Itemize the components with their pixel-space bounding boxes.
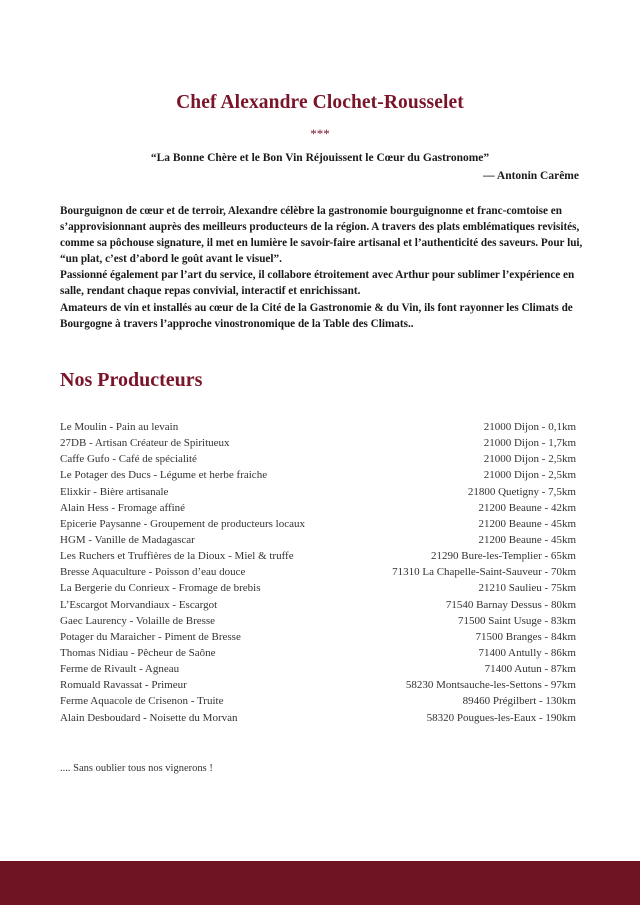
- footer-band: [0, 861, 640, 905]
- producer-name: Ferme de Rivault - Agneau: [60, 663, 180, 676]
- producer-name: Caffe Gufo - Café de spécialité: [60, 453, 197, 466]
- vignerons-footnote: .... Sans oublier tous nos vignerons !: [60, 763, 213, 774]
- producer-row: [60, 502, 576, 518]
- producer-location: 71400 Autun - 87km: [484, 663, 576, 676]
- title-separator: ***: [310, 126, 330, 141]
- producer-name: Epicerie Paysanne - Groupement de producteurs locaux: [60, 517, 305, 530]
- producer-row: [60, 453, 576, 469]
- producer-name: Le Potager des Ducs - Légume et herbe fraiche: [60, 469, 268, 482]
- producer-location: 58230 Montsauche-les-Settons - 97km: [405, 679, 576, 692]
- producer-row: [60, 421, 576, 437]
- producer-row: [60, 712, 576, 728]
- producer-location: 21290 Bure-les-Templier - 65km: [431, 550, 576, 563]
- producer-location: 71540 Barnay Dessus - 80km: [445, 598, 576, 611]
- bio-paragraph: Bourguignon de cœur et de terroir, Alexandre célèbre la gastronomie bourguignonne et franc-comtoise en s’approvisionnant auprès des meilleurs producteurs de la région. A travers des plats emblématiques revisités, comme sa pôchouse signature, il met en lumière le savoir-faire artisanal et l’authenticité des saveurs. Pour lui, “un plat, c’est d’abord le goût avant le visuel”.: [60, 205, 583, 266]
- producer-name: Romuald Ravassat - Primeur: [60, 679, 187, 692]
- producer-location: 21200 Beaune - 42km: [478, 501, 576, 514]
- chef-biography: [60, 203, 590, 332]
- producer-name: Alain Desboudard - Noisette du Morvan: [60, 711, 238, 724]
- producer-location: 58320 Pougues-les-Eaux - 190km: [426, 711, 576, 724]
- producer-location: 21210 Saulieu - 75km: [478, 582, 576, 595]
- producer-name: Gaec Laurency - Volaille de Bresse: [60, 614, 216, 627]
- producer-row: [60, 566, 576, 582]
- producer-row: [60, 599, 576, 615]
- quote-author: — Antonin Carême: [483, 170, 579, 182]
- producer-name: Alain Hess - Fromage affiné: [60, 501, 186, 514]
- producer-location: 21000 Dijon - 0,1km: [483, 421, 576, 433]
- producer-name: Le Moulin - Pain au levain: [60, 421, 179, 433]
- producer-location: 71500 Branges - 84km: [475, 630, 576, 643]
- producer-location: 71310 La Chapelle-Saint-Sauveur - 70km: [392, 566, 576, 579]
- producer-location: 71400 Antully - 86km: [478, 646, 576, 659]
- producer-name: HGM - Vanille de Madagascar: [60, 533, 195, 546]
- producer-row: [60, 486, 576, 502]
- quote-text: “La Bonne Chère et le Bon Vin Réjouissent le Cœur du Gastronome”: [150, 152, 490, 164]
- producer-name: Ferme Aquacole de Crisenon - Truite: [60, 695, 224, 708]
- producer-name: Potager du Maraicher - Piment de Bresse: [60, 630, 241, 643]
- producer-location: 21000 Dijon - 2,5km: [483, 469, 576, 482]
- producer-row: [60, 663, 576, 679]
- chef-title: Chef Alexandre Clochet-Rousselet: [176, 92, 464, 113]
- producer-location: 71500 Saint Usuge - 83km: [458, 614, 576, 627]
- producer-name: L’Escargot Morvandiaux - Escargot: [60, 598, 218, 611]
- producer-location: 21200 Beaune - 45km: [478, 517, 576, 530]
- producer-row: [60, 695, 576, 711]
- producers-list: [60, 421, 576, 728]
- producer-name: Elixkir - Bière artisanale: [60, 485, 169, 498]
- producer-name: Bresse Aquaculture - Poisson d’eau douce: [60, 566, 246, 579]
- bio-paragraph: Passionné également par l’art du service, il collabore étroitement avec Arthur pour sublimer l’expérience en salle, rendant chaque repas convivial, interactif et enrichissant.: [60, 269, 575, 298]
- producer-location: 21200 Beaune - 45km: [478, 533, 576, 546]
- producer-name: Les Ruchers et Truffières de la Dioux - Miel & truffe: [60, 550, 294, 563]
- producer-name: 27DB - Artisan Créateur de Spiritueux: [60, 437, 230, 450]
- producer-name: Thomas Nidiau - Pêcheur de Saône: [60, 646, 216, 659]
- producer-row: [60, 550, 576, 566]
- producer-row: [60, 437, 576, 453]
- producers-section-title: Nos Producteurs: [60, 369, 203, 391]
- producer-row: [60, 534, 576, 550]
- producer-location: 89460 Prégilbert - 130km: [462, 695, 576, 708]
- producer-row: [60, 582, 576, 598]
- producer-row: [60, 631, 576, 647]
- producer-location: 21800 Quetigny - 7,5km: [467, 485, 576, 498]
- producer-location: 21000 Dijon - 1,7km: [483, 437, 576, 450]
- producer-row: [60, 469, 576, 485]
- producer-name: La Bergerie du Conrieux - Fromage de brebis: [60, 582, 261, 595]
- bio-paragraph: Amateurs de vin et installés au cœur de la Cité de la Gastronomie & du Vin, ils font rayonner les Climats de Bourgogne à travers l’approche vinostronomique de la Table des Climats..: [60, 301, 573, 330]
- producer-location: 21000 Dijon - 2,5km: [483, 453, 576, 466]
- producer-row: [60, 679, 576, 695]
- producer-row: [60, 615, 576, 631]
- producer-row: [60, 647, 576, 663]
- producer-row: [60, 518, 576, 534]
